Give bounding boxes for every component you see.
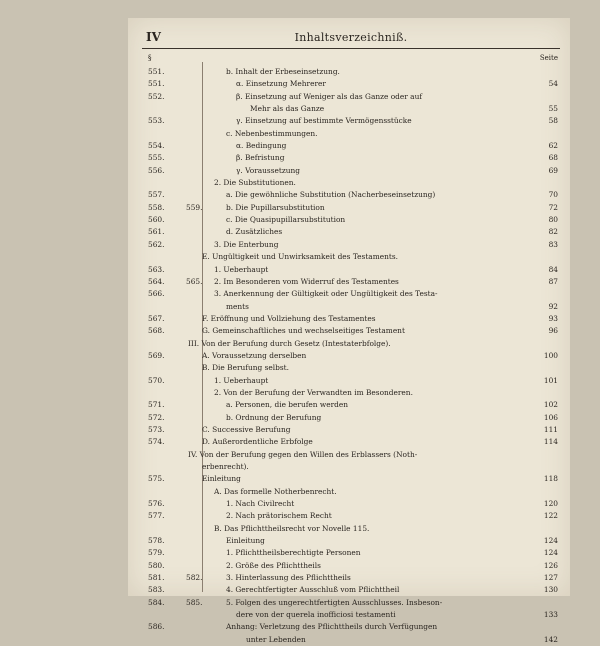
entry-page: 62	[548, 141, 558, 151]
section-number: 561.	[148, 227, 165, 237]
toc-row	[128, 486, 570, 498]
toc-row	[128, 609, 570, 621]
toc-row	[128, 251, 570, 263]
section-number: 571.	[148, 400, 165, 410]
entry-title: c. Die Quasipupillarsubstitution	[226, 215, 346, 225]
toc-row	[128, 189, 570, 201]
page-header	[142, 28, 560, 49]
entry-page: 126	[543, 560, 558, 570]
entry-title: c. Nebenbestimmungen.	[226, 128, 318, 138]
toc-list	[128, 66, 570, 646]
page-title: Inhaltsverzeichniß.	[294, 31, 408, 44]
entry-title: 1. Ueberhaupt	[214, 375, 269, 385]
entry-title: 1. Pflichttheilsberechtigte Personen	[226, 548, 361, 558]
entry-title: α. Bedingung	[236, 141, 287, 151]
toc-row	[128, 412, 570, 424]
entry-title: β. Befristung	[236, 153, 285, 163]
toc-row	[128, 387, 570, 399]
section-number: 578.	[148, 536, 165, 546]
toc-row	[128, 115, 570, 127]
toc-row	[128, 436, 570, 448]
entry-page: 87	[548, 276, 558, 286]
entry-page: 96	[548, 326, 558, 336]
entry-page: 102	[543, 400, 558, 410]
entry-page: 68	[548, 153, 558, 163]
entry-page: 101	[543, 375, 558, 385]
entry-title: 4. Gerechtfertigter Ausschluß vom Pflichttheil	[226, 585, 400, 595]
entry-page: 111	[543, 424, 558, 434]
column-headers	[128, 52, 570, 64]
toc-row	[128, 301, 570, 313]
entry-title: Einleitung	[202, 474, 241, 484]
entry-page: 70	[548, 190, 558, 200]
section-number: 566.	[148, 289, 165, 299]
toc-row	[128, 399, 570, 411]
entry-page: 72	[548, 202, 558, 212]
toc-row	[128, 547, 570, 559]
toc-row	[128, 473, 570, 485]
entry-title: 1. Ueberhaupt	[214, 264, 269, 274]
section-number: 583.	[148, 585, 165, 595]
entry-title: 5. Folgen des ungerechtfertigten Ausschlusses. Insbeson-	[226, 597, 443, 607]
toc-row	[128, 498, 570, 510]
entry-page: 100	[543, 350, 558, 360]
entry-title: γ. Voraussetzung	[236, 165, 300, 175]
entry-page: 122	[543, 511, 558, 521]
entry-title: b. Ordnung der Berufung	[226, 412, 322, 422]
toc-row	[128, 103, 570, 115]
entry-page: 93	[548, 313, 558, 323]
toc-row	[128, 362, 570, 374]
toc-row	[128, 202, 570, 214]
toc-row	[128, 66, 570, 78]
entry-page: 82	[548, 227, 558, 237]
section-number: 579.	[148, 548, 165, 558]
toc-row	[128, 338, 570, 350]
section-number: 556.	[148, 165, 165, 175]
section-number: 562.	[148, 239, 165, 249]
entry-title: G. Gemeinschaftliches und wechselseitiges Testament	[202, 326, 405, 336]
entry-page: 83	[548, 239, 558, 249]
entry-title: 2. Nach prätorischem Recht	[226, 511, 332, 521]
section-number: 558.	[148, 202, 165, 212]
entry-title: a. Die gewöhnliche Substitution (Nacherbeseinsetzung)	[226, 190, 436, 200]
toc-row	[128, 424, 570, 436]
toc-row	[128, 449, 570, 461]
toc-row	[128, 597, 570, 609]
book-page	[128, 18, 570, 644]
section-number-second: 565.	[186, 276, 203, 286]
toc-row	[128, 313, 570, 325]
entry-title: γ. Einsetzung auf bestimmte Vermögensstücke	[236, 116, 412, 126]
entry-title: 1. Nach Civilrecht	[226, 499, 295, 509]
entry-page: 114	[543, 437, 558, 447]
entry-page: 92	[548, 301, 558, 311]
entry-page: 54	[548, 79, 558, 89]
entry-title: α. Einsetzung Mehrerer	[236, 79, 326, 89]
entry-title: F. Eröffnung und Vollziehung des Testamentes	[202, 313, 376, 323]
entry-title: 3. Die Enterbung	[214, 239, 279, 249]
entry-title: B. Die Berufung selbst.	[202, 363, 289, 373]
entry-page: 120	[543, 499, 558, 509]
entry-page: 130	[543, 585, 558, 595]
toc-row	[128, 226, 570, 238]
toc-row	[128, 621, 570, 633]
toc-row	[128, 325, 570, 337]
entry-title: b. Die Pupillarsubstitution	[226, 202, 325, 212]
section-number: 551.	[148, 67, 165, 76]
toc-row	[128, 91, 570, 103]
entry-title: Mehr als das Ganze	[250, 104, 325, 114]
section-number: 557.	[148, 190, 165, 200]
entry-title: erbenrecht).	[202, 462, 249, 471]
entry-title: 2. Die Substitutionen.	[214, 178, 296, 188]
toc-row	[128, 584, 570, 596]
toc-row	[128, 510, 570, 522]
entry-page: 127	[543, 573, 558, 583]
entry-title: Anhang: Verletzung des Pflichttheils durch Verfügungen	[226, 622, 438, 632]
entry-title: 2. Von der Berufung der Verwandten im Besonderen.	[214, 387, 413, 397]
section-number: 563.	[148, 264, 165, 274]
section-number: 551.	[148, 79, 165, 89]
section-number: 576.	[148, 499, 165, 509]
toc-row	[128, 375, 570, 387]
entry-title: dere von der querela inofficiosi testamenti	[236, 610, 396, 620]
entry-title: β. Einsetzung auf Weniger als das Ganze oder auf	[236, 91, 423, 101]
section-number: 552.	[148, 91, 165, 101]
section-number-second: 585.	[186, 597, 203, 607]
section-number: 569.	[148, 350, 165, 360]
toc-row	[128, 214, 570, 226]
entry-page: 118	[543, 474, 558, 484]
section-number: 573.	[148, 424, 165, 434]
section-number: 572.	[148, 412, 165, 422]
entry-page: 142	[543, 634, 558, 644]
entry-title: a. Personen, die berufen werden	[226, 400, 349, 410]
entry-title: A. Das formelle Notherbenrecht.	[214, 486, 337, 496]
section-number: 586.	[148, 622, 165, 632]
entry-page: 69	[548, 165, 558, 175]
entry-title: 3. Anerkennung der Gültigkeit oder Ungültigkeit des Testa-	[214, 289, 438, 299]
entry-page: 133	[543, 610, 558, 620]
section-number: 584.	[148, 597, 165, 607]
toc-row	[128, 535, 570, 547]
section-number: 581.	[148, 573, 165, 583]
entry-title: 3. Hinterlassung des Pflichttheils	[226, 573, 351, 583]
entry-title: 2. Größe des Pflichttheils	[226, 560, 321, 570]
toc-row	[128, 128, 570, 140]
toc-row	[128, 634, 570, 646]
page-column-header: Seite	[539, 54, 558, 62]
entry-title: 2. Im Besonderen vom Widerruf des Testamentes	[214, 276, 399, 286]
toc-row	[128, 350, 570, 362]
entry-page: 106	[543, 412, 558, 422]
toc-row	[128, 165, 570, 177]
section-number: 568.	[148, 326, 165, 336]
entry-title: unter Lebenden	[246, 634, 306, 644]
section-number: 570.	[148, 375, 165, 385]
section-number: 555.	[148, 153, 165, 163]
entry-title: A. Voraussetzung derselben	[202, 350, 307, 360]
toc-row	[128, 523, 570, 535]
toc-row	[128, 152, 570, 164]
section-number: 575.	[148, 474, 165, 484]
entry-page: 55	[548, 104, 558, 114]
section-number: 580.	[148, 560, 165, 570]
toc-row	[128, 560, 570, 572]
entry-page: 58	[548, 116, 558, 126]
entry-title: d. Zusätzliches	[226, 227, 283, 237]
entry-title: b. Inhalt der Erbeseinsetzung.	[226, 67, 340, 76]
section-number-second: 582.	[186, 573, 203, 583]
entry-page: 124	[543, 536, 558, 546]
section-column-header: §	[148, 54, 152, 62]
toc-row	[128, 572, 570, 584]
entry-title: C. Successive Berufung	[202, 424, 291, 434]
toc-row	[128, 461, 570, 473]
section-number: 567.	[148, 313, 165, 323]
entry-title: B. Das Pflichttheilsrecht vor Novelle 115.	[214, 523, 370, 533]
entry-page: 124	[543, 548, 558, 558]
entry-title: Einleitung	[226, 536, 265, 546]
section-number: 564.	[148, 276, 165, 286]
entry-title: E. Ungültigkeit und Unwirksamkeit des Testaments.	[202, 252, 398, 262]
section-number-second: 559.	[186, 202, 203, 212]
toc-row	[128, 78, 570, 90]
entry-page: 84	[548, 264, 558, 274]
toc-row	[128, 264, 570, 276]
toc-row	[128, 288, 570, 300]
section-number: 553.	[148, 116, 165, 126]
entry-title: ments	[226, 301, 249, 311]
entry-title: D. Außerordentliche Erbfolge	[202, 437, 313, 447]
entry-page: 80	[548, 215, 558, 225]
entry-title: IV. Von der Berufung gegen den Willen des Erblassers (Noth-	[188, 449, 418, 459]
section-number: 574.	[148, 437, 165, 447]
section-number: 560.	[148, 215, 165, 225]
section-number: 577.	[148, 511, 165, 521]
section-number: 554.	[148, 141, 165, 151]
entry-title: III. Von der Berufung durch Gesetz (Intestaterbfolge).	[188, 338, 391, 348]
toc-row	[128, 239, 570, 251]
toc-row	[128, 276, 570, 288]
toc-row	[128, 140, 570, 152]
page-number: IV	[146, 30, 161, 44]
toc-row	[128, 177, 570, 189]
